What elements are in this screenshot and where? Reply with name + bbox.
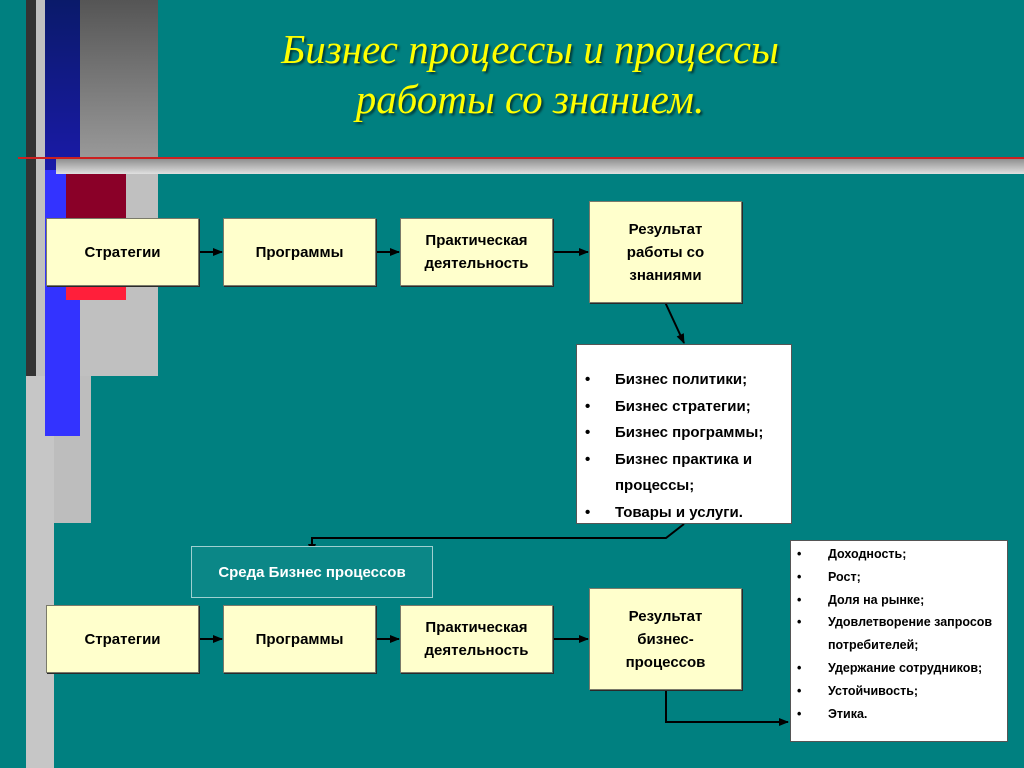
list-item-text: Удержание сотрудников; <box>828 660 983 675</box>
title-line-1: Бизнес процессы и процессы <box>281 26 779 72</box>
list-item <box>797 657 1003 680</box>
title-line-2: работы со знанием. <box>355 76 705 122</box>
list-item-text: Этика. <box>828 706 868 721</box>
bullet-icon: • <box>585 450 591 468</box>
bullet-icon: • <box>585 371 591 388</box>
knowledge-output-list <box>576 344 792 524</box>
bullet-icon: • <box>585 503 591 521</box>
bullet-icon: • <box>797 683 802 698</box>
bullet-icon: • <box>797 592 802 607</box>
business-environment-label <box>191 546 433 598</box>
bullet-icon: • <box>585 397 591 415</box>
box-practice-2-label: Практическая деятельность <box>424 619 529 659</box>
box-programs-2-label: Программы <box>255 630 344 648</box>
box-strategies-1 <box>46 218 199 286</box>
bullet-icon: • <box>585 424 591 441</box>
box-programs-1-label: Программы <box>255 243 344 261</box>
box-practice-2 <box>400 605 553 673</box>
list-item <box>585 367 787 394</box>
list-item-text: Бизнес политики; <box>615 371 748 388</box>
list-item <box>797 611 1003 657</box>
list-item <box>797 680 1003 703</box>
list-item <box>797 543 1003 566</box>
list-item-text: Бизнес стратегии; <box>615 397 751 415</box>
list-item-text: Бизнес программы; <box>615 424 764 441</box>
business-environment-text: Среда Бизнес процессов <box>218 563 406 581</box>
list-item <box>797 589 1003 612</box>
list-item <box>585 447 787 500</box>
list-item <box>585 394 787 421</box>
list-item <box>797 566 1003 589</box>
bullet-icon: • <box>797 569 802 584</box>
bullet-icon: • <box>797 547 802 561</box>
box-strategies-2 <box>46 605 199 673</box>
list-item-text: Доля на рынке; <box>828 592 925 607</box>
box-programs-2 <box>223 605 376 673</box>
list-item-text: Доходность; <box>828 547 907 561</box>
box-strategies-2-label: Стратегии <box>84 630 161 648</box>
bullet-icon: • <box>797 660 802 675</box>
box-knowledge-result <box>589 201 742 303</box>
list-item <box>797 703 1003 726</box>
box-business-result-label: Результат бизнес-процессов <box>625 607 706 671</box>
box-strategies-1-label: Стратегии <box>84 243 161 261</box>
bullet-icon: • <box>797 706 802 721</box>
box-business-result <box>589 588 742 690</box>
list-item-text: Удовлетворение запросов потребителей; <box>828 615 993 653</box>
list-item <box>585 420 787 447</box>
arrow-result-to-list <box>665 302 684 343</box>
list-item <box>585 500 787 527</box>
list-item-text: Бизнес практика и процессы; <box>615 450 753 494</box>
list-item-text: Товары и услуги. <box>615 503 743 521</box>
box-practice-1-label: Практическая деятельность <box>424 232 529 272</box>
list-item-text: Рост; <box>828 569 861 584</box>
box-practice-1 <box>400 218 553 286</box>
bullet-icon: • <box>797 615 802 630</box>
list-item-text: Устойчивость; <box>828 683 919 698</box>
arrow-result-to-outcomes <box>666 690 788 722</box>
box-knowledge-result-label: Результат работы со знаниями <box>626 220 705 284</box>
business-outcomes-list <box>790 540 1008 742</box>
box-programs-1 <box>223 218 376 286</box>
